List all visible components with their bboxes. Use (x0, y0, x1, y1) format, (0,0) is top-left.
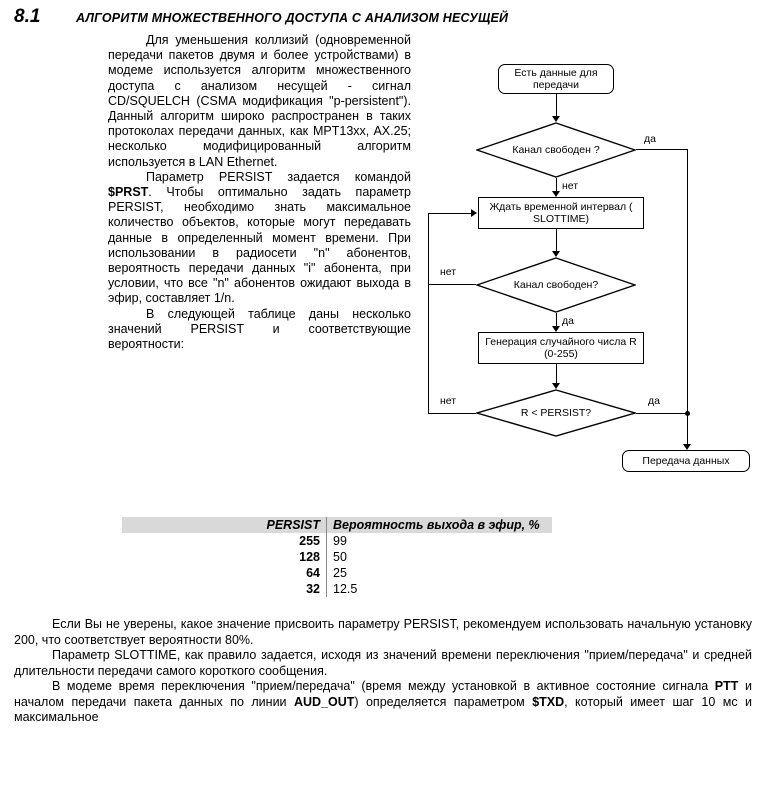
table-row (122, 565, 552, 581)
persist-table (122, 517, 552, 597)
flow-edge-wait-d2 (556, 229, 557, 252)
paragraph-2-text-a: Параметр PERSIST задается командой (146, 169, 411, 184)
flow-label-d3-no: нет (440, 395, 457, 407)
cell-probability: 99 (333, 534, 347, 548)
flow-edge-d3-no-up (428, 213, 429, 413)
bp3-part4: , который имеет шаг 10 мс и максимальное (14, 694, 752, 724)
flow-node-decision3-label: R < PERSIST? (520, 407, 592, 419)
cell-probability: 25 (333, 566, 347, 580)
flow-edge-start-d1 (556, 94, 557, 117)
left-text-column (108, 33, 411, 352)
paragraph-1: Для уменьшения коллизий (одновременной передачи пакетов двумя и более устройствами) в модеме используется алгоритм множественного доступа с анализом несущей - сигнал CD/SQUELCH (CSMA модификация "p-persistent"). Данный алгоритм широко распространен в таких протоколах передачи данных, как MPT13xx, AX.25; несколько модифицированный алгоритм используется в LAN Ethernet. (108, 33, 411, 169)
flow-label-d1-yes: да (644, 133, 656, 145)
section-title: АЛГОРИТМ МНОЖЕСТВЕННОГО ДОСТУПА С АНАЛИЗОМ НЕСУЩЕЙ (76, 11, 509, 25)
paragraph-2-text-b: . Чтобы оптимально задать параметр PERSIST, необходимо знать максимальное количество объектов, которые могут передавать данные в определенный момент времени. При использовании в радиосети "n" абонентов, вероятность передачи данных "i" абонента, при условии, что все "n" абонентов ожидают выхода в эфир, составляет 1/n. (108, 185, 411, 306)
flow-label-d2-no: нет (440, 266, 457, 278)
flow-label-d3-yes: да (648, 395, 660, 407)
flowchart (420, 60, 752, 467)
flow-label-d2-yes: да (562, 315, 574, 327)
flow-edge-d3-no (428, 413, 476, 414)
signal-aud-out: AUD_OUT (293, 694, 355, 709)
table-header-probability: Вероятность выхода в эфир, % (327, 517, 553, 533)
cell-persist: 255 (122, 533, 327, 549)
command-txd: $TXD (532, 694, 565, 709)
table-row (122, 549, 552, 565)
cell-probability: 12.5 (333, 582, 358, 596)
command-prst: $PRST (108, 185, 149, 200)
cell-persist: 32 (122, 581, 327, 597)
flow-arrow-d2-no (471, 209, 477, 217)
cell-persist: 128 (122, 549, 327, 565)
paragraph-2 (108, 170, 411, 307)
signal-ptt: PTT (714, 679, 739, 693)
flow-node-generate: Генерация случайного числа R (0-255) (478, 332, 644, 364)
table-row (122, 533, 552, 549)
flow-node-decision2 (476, 257, 636, 313)
flow-node-decision1-label: Канал свободен ? (512, 144, 600, 156)
cell-persist: 64 (122, 565, 327, 581)
flow-node-decision3 (476, 389, 636, 437)
bottom-paragraph-3 (14, 679, 752, 726)
section-heading (14, 6, 749, 28)
bottom-paragraph-2: Параметр SLOTTIME, как правило задается, исходя из значений времени переключения "прием/передача" и средней длительности передачи самого короткого сообщения. (14, 648, 752, 678)
flow-node-transmit: Передача данных (622, 450, 750, 472)
bottom-paragraph-1: Если Вы не уверены, какое значение присвоить параметру PERSIST, рекомендуем использовать начальную установку 200, что соответствует вероятности 80%. (14, 617, 752, 647)
flow-label-d1-no: нет (562, 180, 579, 192)
flow-edge-d3-yes (636, 413, 688, 414)
flow-edge-d2-no (428, 284, 476, 285)
flow-edge-d1-yes-down (687, 149, 688, 446)
section-number: 8.1 (14, 6, 41, 27)
flow-node-decision1 (476, 122, 636, 178)
flow-node-decision2-label: Канал свободен? (513, 279, 599, 291)
flow-edge-d1-yes (636, 149, 688, 150)
bp3-part2: и началом передачи пакета данных по линии (14, 679, 752, 709)
table-row (122, 581, 552, 597)
paragraph-3: В следующей таблице даны несколько значений PERSIST и соответствующие вероятности: (108, 306, 411, 352)
bp3-part1: В модеме время переключения "прием/передача" (время между установкой в активное состояние сигнала (52, 679, 715, 693)
flow-edge-generate-d3 (556, 364, 557, 384)
table-header-row (122, 517, 552, 533)
table-header-persist: PERSIST (122, 517, 327, 533)
flow-node-wait: Ждать временной интервал ( SLOTTIME) (478, 197, 644, 229)
flow-edge-junction-transmit (687, 413, 688, 446)
bottom-text-column (14, 617, 752, 726)
bp3-part3: ) определяется параметром (354, 694, 533, 709)
flow-node-start: Есть данные для передачи (498, 64, 614, 94)
cell-probability: 50 (333, 550, 347, 564)
flow-edge-d2-no-to-wait (428, 213, 472, 214)
